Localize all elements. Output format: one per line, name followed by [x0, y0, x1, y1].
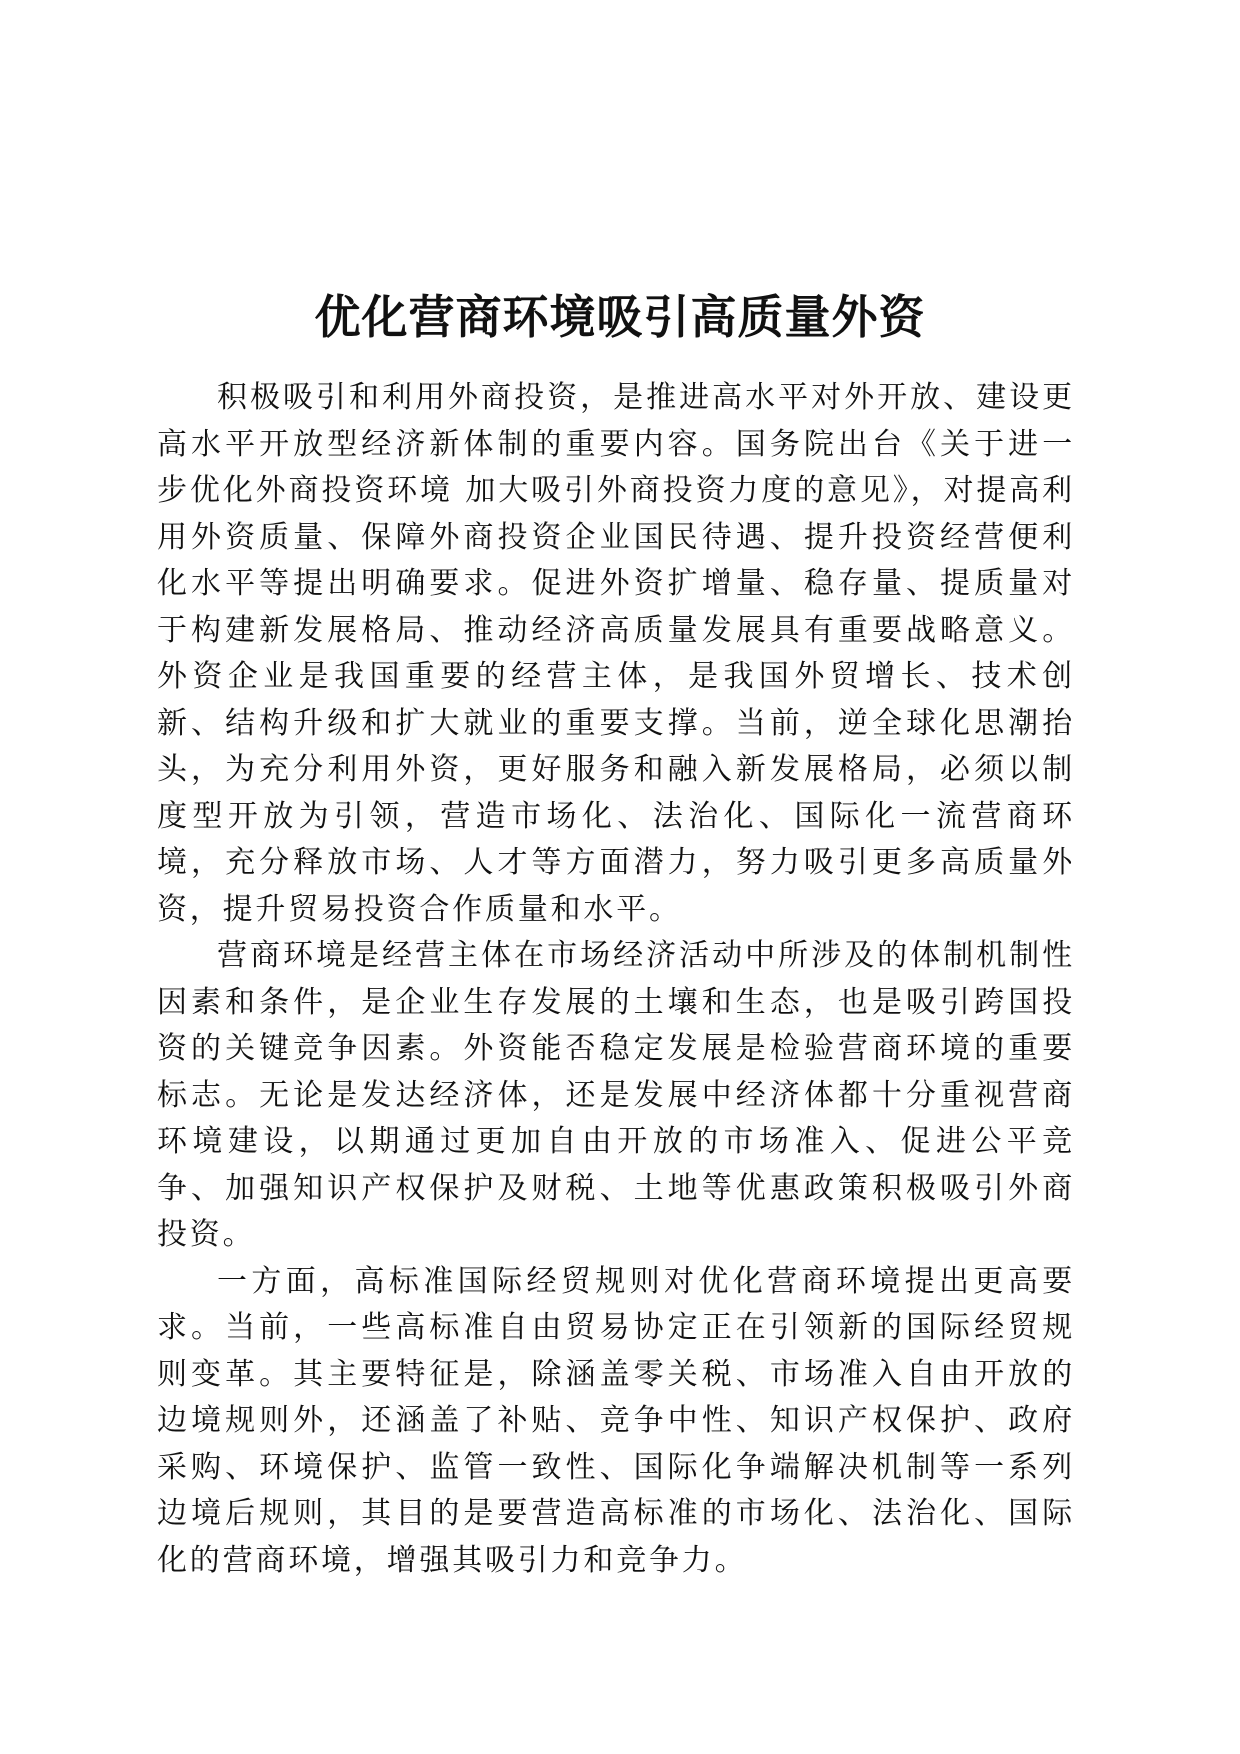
body-paragraph: 营商环境是经营主体在市场经济活动中所涉及的体制机制性因素和条件，是企业生存发展的土壤和生态，也是吸引跨国投资的关键竞争因素。外资能否稳定发展是检验营商环境的重要标志。无论是发达经济体，还是发展中经济体都十分重视营商环境建设，以期通过更加自由开放的市场准入、促进公平竞争、加强知识产权保护及财税、土地等优惠政策积极吸引外商投资。 — [157, 938, 1075, 1252]
body-paragraph: 积极吸引和利用外商投资，是推进高水平对外开放、建设更高水平开放型经济新体制的重要内容。国务院出台《关于进一步优化外商投资环境 加大吸引外商投资力度的意见》，对提高利用外资质量、保障外商投资企业国民待遇、提升投资经营便利化水平等提出明确要求。促进外资扩增量、稳存量、提质量对于构建新发展格局、推动经济高质量发展具有重要战略意义。外资企业是我国重要的经营主体，是我国外贸增长、技术创新、结构升级和扩大就业的重要支撑。当前，逆全球化思潮抬头，为充分利用外资，更好服务和融入新发展格局，必须以制度型开放为引领，营造市场化、法治化、国际化一流营商环境，充分释放市场、人才等方面潜力，努力吸引更多高质量外资，提升贸易投资合作质量和水平。 — [157, 380, 1075, 927]
document-body — [157, 375, 1075, 1584]
body-paragraph: 一方面，高标准国际经贸规则对优化营商环境提出更高要求。当前，一些高标准自由贸易协定正在引领新的国际经贸规则变革。其主要特征是，除涵盖零关税、市场准入自由开放的边境规则外，还涵盖了补贴、竞争中性、知识产权保护、政府采购、环境保护、监管一致性、国际化争端解决机制等一系列边境后规则，其目的是要营造高标准的市场化、法治化、国际化的营商环境，增强其吸引力和竞争力。 — [157, 1263, 1075, 1578]
document-title: 优化营商环境吸引高质量外资 — [314, 289, 926, 344]
